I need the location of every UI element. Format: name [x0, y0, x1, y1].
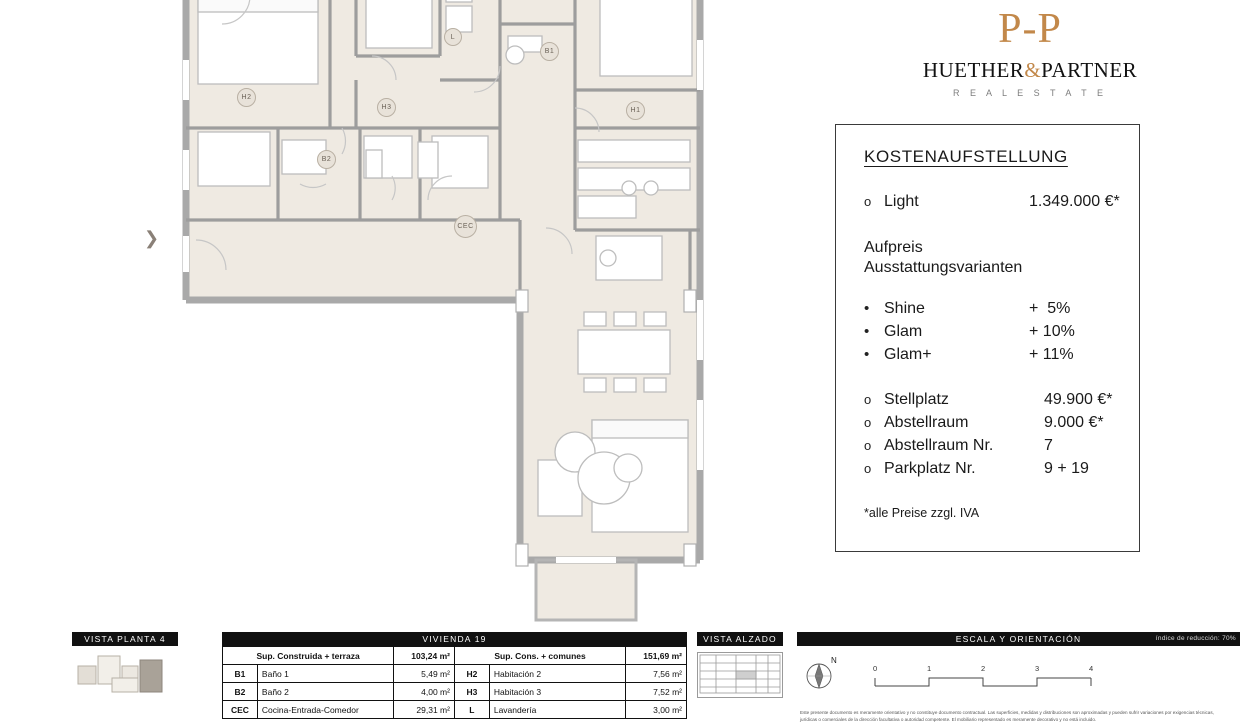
extra-value-abstellraum-nr: 7: [1044, 437, 1053, 454]
logo-tagline: R E A L E S T A T E: [952, 88, 1108, 98]
elevation-diagram: [697, 652, 783, 698]
row-code-b2: B2: [223, 683, 258, 701]
row-code-h3: H3: [454, 683, 489, 701]
room-code-H1: H1: [626, 101, 645, 120]
variant-value-shine: + 5%: [1029, 300, 1071, 317]
summary-label-2: Sup. Cons. + comunes: [454, 647, 625, 665]
bottom-info-strip: [0, 628, 1240, 720]
surface-table: [222, 646, 687, 719]
room-code-B1: B1: [540, 42, 559, 61]
extra-value-stellplatz: 49.900 €*: [1044, 391, 1113, 408]
summary-value-2: 151,69 m²: [626, 647, 687, 665]
price-footnote: *alle Preise zzgl. IVA: [864, 506, 980, 520]
bullet-dot-icon: •: [864, 346, 870, 363]
scale-tick-labels: [873, 664, 1240, 673]
variant-row-glam: [864, 323, 1113, 341]
reduction-index: índice de reducción: 70%: [1155, 635, 1236, 642]
scale-tick-1: 1: [927, 664, 932, 673]
extra-row-stellplatz: [864, 391, 1113, 409]
aufpreis-line-2: Ausstattungsvarianten: [864, 259, 1023, 276]
light-price: 1.349.000 €*: [1029, 193, 1120, 210]
row-name-l: Lavandería: [489, 701, 625, 719]
logo-ampersand: &: [1024, 58, 1042, 82]
escala-title: [797, 632, 1240, 646]
row-code-b1: B1: [223, 665, 258, 683]
price-row-light: [864, 193, 1120, 211]
vista-alzado-title: VISTA ALZADO: [697, 632, 783, 646]
row-name-b2: Baño 2: [257, 683, 393, 701]
brand-logo: [850, 8, 1210, 98]
table-row: [223, 683, 687, 701]
extra-value-abstellraum: 9.000 €*: [1044, 414, 1104, 431]
row-area-cec: 29,31 m²: [394, 701, 455, 719]
row-name-b1: Baño 1: [257, 665, 393, 683]
bullet-dot-icon: •: [864, 323, 870, 340]
key-plan-diagram: [72, 652, 178, 698]
variant-label-glam-plus: Glam+: [884, 346, 932, 363]
entry-arrow-icon: ❯: [144, 228, 160, 248]
escala-block: [797, 632, 1240, 699]
extra-label-stellplatz: Stellplatz: [884, 391, 949, 408]
table-row: [223, 701, 687, 719]
scale-tick-3: 3: [1035, 664, 1040, 673]
row-area-b2: 4,00 m²: [394, 683, 455, 701]
row-name-h2: Habitación 2: [489, 665, 625, 683]
light-label: Light: [884, 193, 919, 210]
extra-label-abstellraum-nr: Abstellraum Nr.: [884, 437, 994, 454]
row-area-h3: 7,52 m²: [626, 683, 687, 701]
scale-bar: [849, 660, 1240, 693]
room-code-CEC: CEC: [454, 215, 477, 238]
row-code-cec: CEC: [223, 701, 258, 719]
info-panel: [820, 0, 1240, 640]
summary-value-1: 103,24 m²: [394, 647, 455, 665]
compass-rose: [797, 654, 849, 699]
extra-row-abstellraum-nr: [864, 437, 1113, 455]
variant-value-glam: + 10%: [1029, 323, 1075, 340]
row-area-l: 3,00 m²: [626, 701, 687, 719]
vista-planta-block: [72, 632, 178, 698]
scale-tick-0: 0: [873, 664, 878, 673]
compass-north-label: N: [831, 656, 837, 665]
extra-value-parkplatz-nr: 9 + 19: [1044, 460, 1089, 477]
table-row-summary: [223, 647, 687, 665]
row-name-h3: Habitación 3: [489, 683, 625, 701]
elevation-svg: [698, 653, 782, 695]
row-area-b1: 5,49 m²: [394, 665, 455, 683]
vivienda-title: VIVIENDA 19: [222, 632, 687, 646]
table-row: [223, 665, 687, 683]
cost-breakdown-box: [835, 124, 1140, 552]
extra-row-abstellraum: [864, 414, 1113, 432]
cost-breakdown-title: KOSTENAUFSTELLUNG: [864, 147, 1068, 166]
row-name-cec: Cocina-Entrada-Comedor: [257, 701, 393, 719]
variant-value-glam-plus: + 11%: [1029, 346, 1074, 363]
row-area-h2: 7,56 m²: [626, 665, 687, 683]
scale-tick-2: 2: [981, 664, 986, 673]
logo-name-right: PARTNER: [1041, 58, 1138, 82]
vista-planta-title: VISTA PLANTA 4: [72, 632, 178, 646]
summary-label-1: Sup. Construida + terraza: [223, 647, 394, 665]
variant-row-glam-plus: [864, 346, 1113, 364]
bullet-circle-icon: o: [864, 461, 872, 476]
extra-label-abstellraum: Abstellraum: [884, 414, 969, 431]
key-plan-svg: [72, 652, 178, 698]
scale-bar-graphic: [873, 676, 1103, 688]
extra-label-parkplatz-nr: Parkplatz Nr.: [884, 460, 976, 477]
logo-name-left: HUETHER: [922, 58, 1025, 82]
compass-icon: [797, 654, 849, 694]
logo-wordmark: [850, 58, 1210, 83]
vivienda-block: [222, 632, 687, 719]
bullet-circle-icon: o: [864, 392, 872, 407]
bullet-circle-icon: o: [864, 415, 872, 430]
row-code-l: L: [454, 701, 489, 719]
bullet-circle-icon: o: [864, 194, 872, 209]
logo-monogram: P-P: [998, 6, 1062, 52]
vista-alzado-block: [697, 632, 783, 698]
aufpreis-line-1: Aufpreis: [864, 239, 923, 256]
variant-row-shine: [864, 300, 1113, 318]
room-code-H2: H2: [237, 88, 256, 107]
variant-label-glam: Glam: [884, 323, 923, 340]
bullet-dot-icon: •: [864, 300, 870, 317]
room-code-H3: H3: [377, 98, 396, 117]
room-code-B2: B2: [317, 150, 336, 169]
extra-row-parkplatz-nr: [864, 460, 1113, 478]
room-code-L: L: [444, 28, 462, 46]
scale-tick-4: 4: [1089, 664, 1094, 673]
escala-title-text: ESCALA Y ORIENTACIÓN: [955, 634, 1082, 644]
variant-label-shine: Shine: [884, 300, 925, 317]
legal-disclaimer: Este presente documento es meramente orientativo y no constituye documento contractual. Las superficies, medidas y distribuciones son aproximadas y pueden sufrir variaciones por exigencias técnicas, jurídicas o comerciales de la dirección facultativa o autoridad competente. El mobiliario representado es meramente decorativo y no está incluido.: [800, 710, 1214, 722]
bullet-circle-icon: o: [864, 438, 872, 453]
row-code-h2: H2: [454, 665, 489, 683]
